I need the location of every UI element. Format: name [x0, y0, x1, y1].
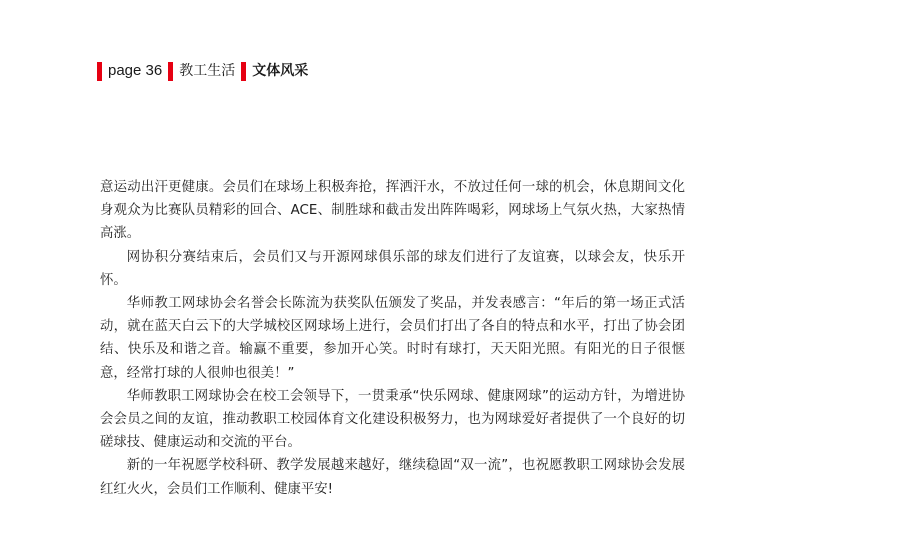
- section-segment: [168, 61, 235, 81]
- red-bar-marker: [97, 62, 102, 81]
- red-bar-marker: [241, 62, 246, 81]
- article-body: [100, 176, 685, 501]
- page-number-segment: [97, 61, 162, 81]
- page-number: page 36: [108, 62, 163, 79]
- paragraph: 华师教工网球协会名誉会长陈流为获奖队伍颁发了奖品，并发表感言：“年后的第一场正式活动，就在蓝天白云下的大学城校区网球场上进行，会员们打出了各自的特点和水平，打出了协会团结、快乐及和谐之音。输赢不重要，参加开心笑。时时有球打，天天阳光照。有阳光的日子很惬意，经常打球的人很帅也很美！”: [100, 296, 685, 381]
- red-bar-marker: [168, 62, 173, 81]
- paragraph-continued: 意运动出汗更健康。会员们在球场上积极奔抢，挥洒汗水，不放过任何一球的机会，休息期间文化身观众为比赛队员精彩的回合、ACE、制胜球和截击发出阵阵喝彩，网球场上气氛火热，大家热情高涨。: [100, 180, 685, 242]
- paragraph: 新的一年祝愿学校科研、教学发展越来越好，继续稳固“双一流”，也祝愿教职工网球协会发展红红火火，会员们工作顺利、健康平安!: [100, 458, 685, 497]
- page-header: [97, 60, 314, 82]
- paragraph: 华师教职工网球协会在校工会领导下，一贯秉承“快乐网球、健康网球”的运动方针，为增进协会会员之间的友谊，推动教职工校园体育文化建设积极努力，也为网球爱好者提供了一个良好的切磋球技、健康运动和交流的平台。: [100, 388, 685, 451]
- subsection-segment: [241, 61, 308, 81]
- paragraph: 网协积分赛结束后，会员们又与开源网球俱乐部的球友们进行了友谊赛，以球会友，快乐开怀。: [100, 249, 685, 288]
- section-title: 教工生活: [179, 63, 236, 79]
- subsection-title: 文体风采: [252, 63, 309, 79]
